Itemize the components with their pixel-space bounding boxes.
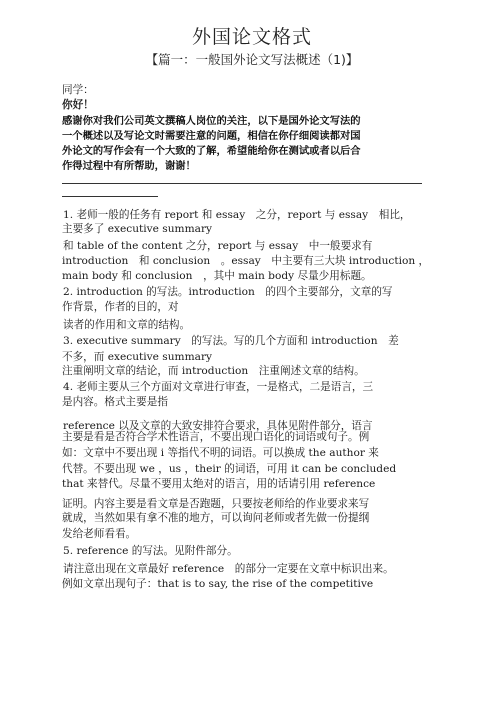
body-line: 5. reference 的写法。见附件部分。: [63, 545, 238, 557]
greeting-line: 同学：: [62, 84, 94, 96]
intro-line: 感谢你对我们公司英文撰稿人岗位的关注，以下是国外论文写法的: [62, 115, 361, 127]
separator-rule: [62, 183, 422, 184]
body-line: 2. introduction 的写法。introduction 的四个主要部分，文章的写: [63, 286, 393, 298]
body-line: 主要多了 executive summary: [62, 223, 212, 235]
body-line: 作背景，作者的目的，对: [62, 301, 179, 313]
body-line: 注重阐明文章的结论，而 introduction 注重阐述文章的结构。: [62, 365, 365, 377]
body-line: 代替。不要出现 we ，us ，their 的词语，可用 it can be concluded: [62, 463, 397, 475]
body-line: 1. 老师一般的任务有 report 和 essay 之分，report 与 essay 相比，: [63, 209, 411, 221]
body-line: reference 以及文章的大致安排符合要求，具体见附件部分，语言: [63, 420, 373, 432]
separator-rule-short: [62, 196, 158, 197]
body-line: 读者的作用和文章的结构。: [63, 319, 191, 331]
body-line: 3. executive summary 的写法。写的几个方面和 introduction 差: [63, 335, 399, 347]
body-line: 请注意出现在文章最好 reference 的部分一定要在文章中标识出来。: [63, 563, 394, 575]
intro-line: 外论文的写作会有一个大致的了解，希望能给你在测试或者以后合: [62, 145, 361, 157]
document-subtitle: 【篇一：一般国外论文写法概述（1)】: [145, 52, 359, 67]
document-title: 外国论文格式: [191, 26, 312, 48]
body-line: main body 和 conclusion ，其中 main body 尽量少用标题。: [62, 270, 372, 282]
body-line: 是内容。格式主要是指: [62, 396, 168, 408]
body-line: 发给老师看看。: [62, 528, 137, 540]
body-line: 不多，而 executive summary: [62, 351, 212, 363]
body-line: 主要是看是否符合学术性语言，不要出现口语化的词语或句子。例: [62, 431, 370, 443]
intro-line: 作得过程中有所帮助，谢谢！: [62, 160, 196, 172]
greeting-line: 你好！: [62, 99, 94, 111]
body-line: 就成，当然如果有拿不准的地方，可以询问老师或者先做一份提纲: [62, 512, 370, 524]
body-line: that 来替代。尽量不要用太绝对的语言，用的话请引用 reference: [62, 478, 376, 490]
body-line: introduction 和 conclusion 。essay 中主要有三大块 introduction ，: [62, 255, 430, 267]
body-line: 例如文章出现句子：that is to say, the rise of the competitive: [62, 578, 374, 590]
body-line: 4. 老师主要从三个方面对文章进行审查，一是格式，二是语言，三: [63, 381, 374, 393]
body-line: 如：文章中不要出现 i 等指代不明的词语。可以换成 the author 来: [62, 447, 379, 459]
body-line: 证明。内容主要是看文章是否跑题，只要按老师给的作业要求来写: [62, 498, 370, 510]
intro-line: 一个概述以及写论文时需要注意的问题，相信在你仔细阅读都对国: [62, 130, 361, 142]
body-line: 和 table of the content 之分，report 与 essay 中一般要求有: [63, 240, 373, 252]
